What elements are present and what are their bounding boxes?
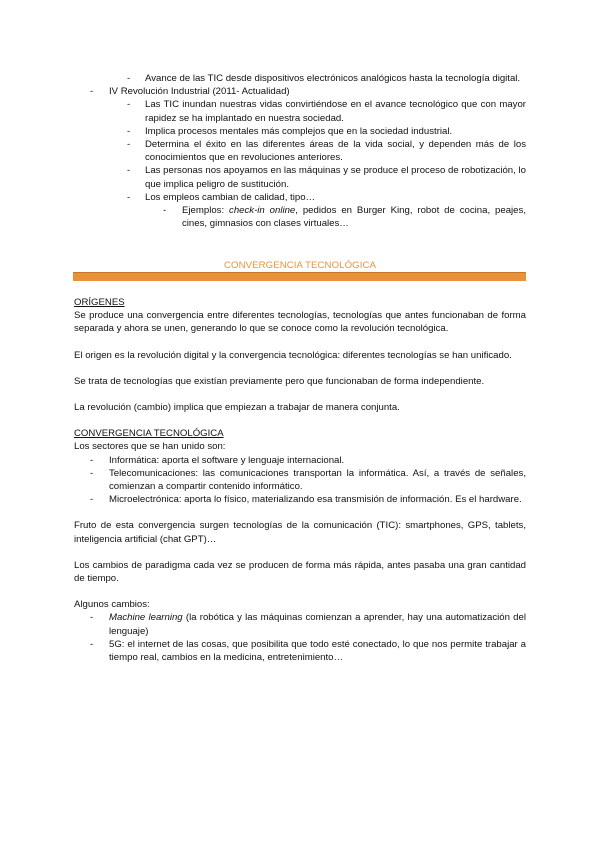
examples-emphasis: check-in online	[229, 205, 296, 217]
list-item	[0, 138, 600, 164]
machine-learning-emphasis: Machine learning	[109, 612, 183, 624]
list-item	[0, 467, 600, 493]
bullet-dash: -	[163, 205, 167, 217]
list-item-text: Telecomunicaciones: las comunicaciones transportan la informática. Así, a través de señales, comienzan a compartir contenido informático.	[109, 467, 526, 493]
changes-intro: Algunos cambios:	[74, 599, 150, 611]
changes-list	[0, 611, 600, 664]
list-item-text: Implica procesos mentales más complejos que en la sociedad industrial.	[145, 125, 453, 137]
bullet-dash: -	[127, 139, 131, 151]
list-item	[0, 493, 600, 506]
section-title: CONVERGENCIA TECNOLÓGICA	[223, 260, 377, 271]
list-item	[0, 164, 600, 190]
section-divider	[73, 272, 526, 281]
paragraph: Se produce una convergencia entre diferentes tecnologías, tecnologías que antes funcionaban de forma separada y ahora se unen, generando lo que se conoce como la revolución tecnológica.	[74, 310, 526, 335]
list-item-text: (la robótica y las máquinas comienzan a aprender, hay una automatización del lenguaje)	[109, 612, 526, 637]
list-item	[0, 638, 600, 664]
bullet-dash: -	[90, 86, 94, 98]
convergencia-heading: CONVERGENCIA TECNOLÓGICA	[74, 428, 224, 440]
list-item-text: Las personas nos apoyamos en las máquinas y se produce el proceso de robotización, lo que implica peligro de sustitución.	[145, 165, 526, 190]
list-item	[0, 611, 600, 637]
list-item-text: Avance de las TIC desde dispositivos electrónicos analógicos hasta la tecnología digital.	[145, 73, 521, 84]
list-item	[0, 454, 600, 467]
list-item	[0, 191, 600, 204]
list-item-text: IV Revolución Industrial (2011- Actualidad)	[109, 86, 290, 98]
top-bullet-list	[0, 72, 600, 230]
list-item-text: Las TIC inundan nuestras vidas convirtiéndose en el avance tecnológico que con mayor rapidez se ha implantado en nuestra sociedad.	[145, 99, 526, 124]
main-content	[0, 296, 600, 664]
bullet-dash: -	[127, 125, 131, 137]
bullet-dash: -	[90, 467, 94, 479]
bullet-dash: -	[127, 73, 131, 84]
bullet-dash: -	[90, 494, 94, 506]
examples-rest: , pedidos en Burger King, robot de cocina, peajes, cines, gimnasios con clases virtuales…	[182, 205, 526, 230]
list-item-text: 5G: el internet de las cosas, que posibilita que todo esté conectado, lo que nos permite trabajar a tiempo real, cambios en la medicina, entretenimiento…	[109, 638, 526, 664]
paragraph: Los cambios de paradigma cada vez se producen de forma más rápida, antes pasaba una gran cantidad de tiempo.	[74, 559, 526, 585]
bullet-dash: -	[127, 191, 131, 203]
examples-prefix: Ejemplos:	[182, 205, 230, 217]
bullet-dash: -	[90, 612, 94, 624]
sectors-list	[0, 454, 600, 507]
bullet-dash: -	[90, 638, 94, 650]
list-item	[0, 125, 600, 138]
sectors-intro: Los sectores que se han unido son:	[74, 441, 226, 453]
list-item-text: Los empleos cambian de calidad, tipo…	[145, 191, 316, 203]
list-item	[0, 72, 600, 85]
list-item-text: Informática: aporta el software y lenguaje internacional.	[109, 454, 345, 466]
paragraph: Se trata de tecnologías que existían previamente pero que funcionaban de forma independiente.	[74, 375, 485, 387]
bullet-dash: -	[127, 99, 131, 111]
origenes-heading: ORÍGENES	[74, 297, 125, 308]
paragraph: Fruto de esta convergencia surgen tecnologías de la comunicación (TIC): smartphones, GPS, tablets, inteligencia artificial (chat GPT)…	[74, 520, 526, 545]
bullet-dash: -	[90, 454, 94, 466]
list-item-text: Microelectrónica: aporta lo físico, materializando esa transmisión de información. Es el hardware.	[109, 494, 522, 506]
list-item	[0, 98, 600, 124]
paragraph: La revolución (cambio) implica que empiezan a trabajar de manera conjunta.	[74, 402, 400, 414]
list-item-examples	[0, 204, 600, 230]
paragraph: El origen es la revolución digital y la convergencia tecnológica: diferentes tecnologías se han unificado.	[74, 349, 512, 361]
list-item-text: Determina el éxito en las diferentes áreas de la vida social, y dependen más de los conocimientos que en revoluciones anteriores.	[145, 139, 526, 164]
list-item	[0, 85, 600, 98]
bullet-dash: -	[127, 165, 131, 177]
